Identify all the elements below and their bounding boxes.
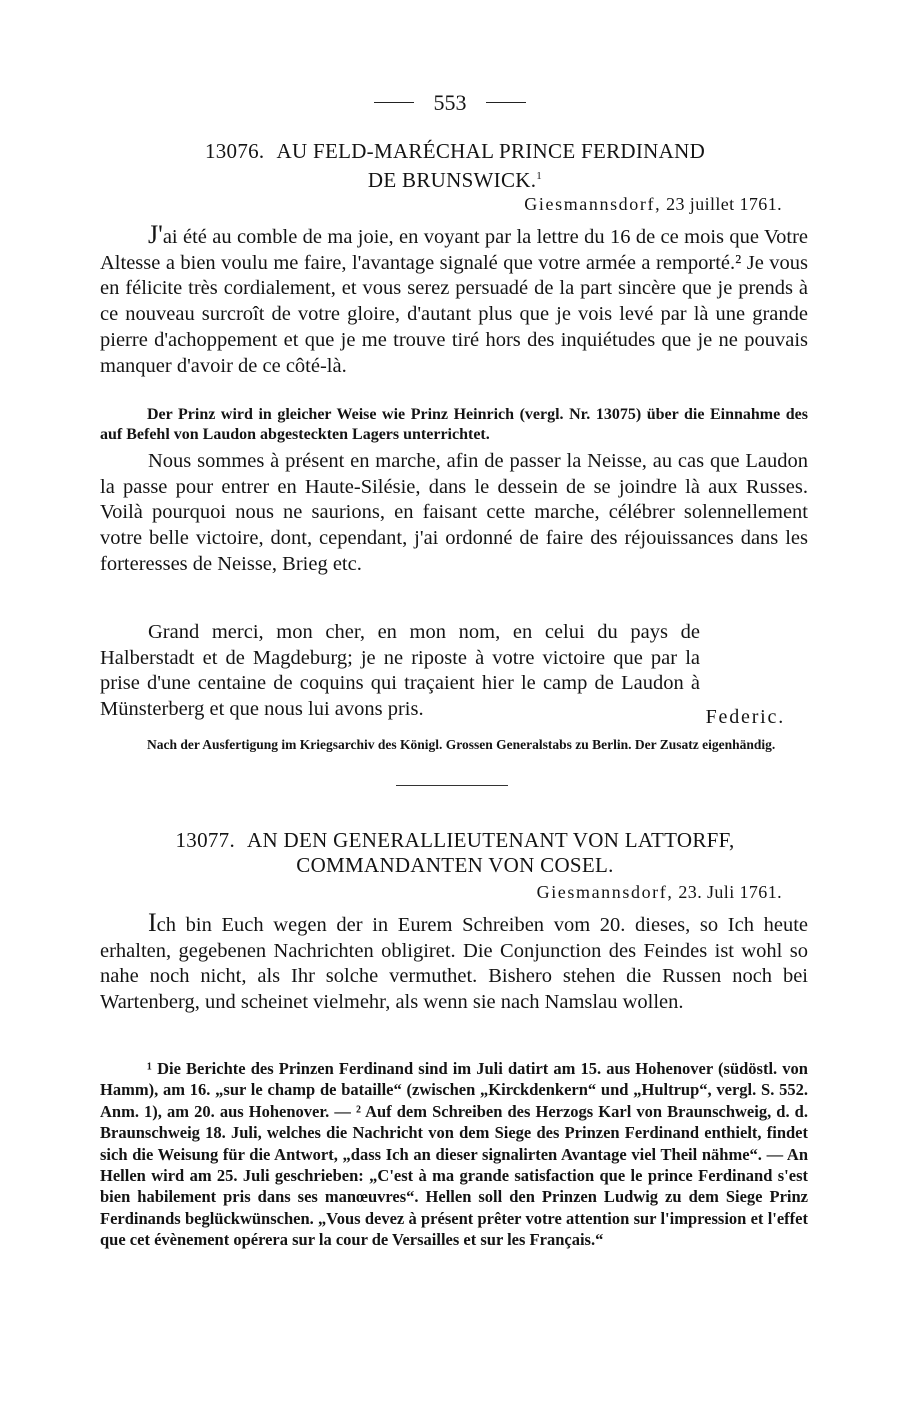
letter-13077-dateline [537,882,782,903]
section-divider [396,785,508,786]
dateline-place: Giesmannsdorf, [536,882,674,902]
footnotes: ¹ Die Berichte des Prinzen Ferdinand sind im Juli datirt am 15. aus Hohenover (südöstl. von Hamm), am 16. „sur le champ de bataille“ (zwischen „Kirckdenkern“ und „Hultrup“, vergl. S. 552. Anm. 1), am 20. aus Hohenover. — ² Auf dem Schreiben des Herzogs Karl von Braunschweig, d. d. Braunschweig 18. Juli, welches die Nachricht von dem Siege des Prinzen Ferdinand enthielt, findet sich die Weisung für die Antwort, „dass Ich an dieser signalirten Avantage viel Theil nähme“. — An Hellen wird am 25. Juli geschrieben: „C'est à ma grande satisfaction que le prince Ferdinand s'est bien habilement pris dans ses manœuvres“. Hellen soll den Prinzen Ludwig zu dem Siege Prinz Ferdinands beglückwünschen. „Vous devez à présent prêter votre attention sur l'impression et l'effet que cet évènement opérera sur la cour de Versailles et sur les Français.“ [100,1059,808,1250]
page-header [0,88,900,116]
header-dash-left [374,102,414,103]
footnote-mark: 1 [536,170,543,182]
dateline-date: 23. Juli 1761. [678,882,782,902]
letter-title: AN DEN GENERALLIEUTENANT VON LATTORFF, [247,828,735,852]
dateline-place: Giesmannsdorf, [524,194,662,214]
letter-13077-title-line2 [100,853,810,877]
letter-13076-paragraph-2: Nous sommes à présent en marche, afin de passer la Neisse, au cas que Laudon la passe pour entrer en Haute-Silésie, dans le dessein de se joindre là aux Russes. Voilà pourquoi nous ne saurions, en faisant cette marche, célébrer solennellement votre belle victoire, dont, cependant, j'ai ordonné de faire des réjouissances dans les forteresses de Neisse, Brieg etc. [100,450,808,575]
letter-title: DE BRUNSWICK. [367,168,537,192]
letter-number: 13077. [175,828,236,852]
letter-13076-paragraph-3: Grand merci, mon cher, en mon nom, en celui du pays de Halberstadt et de Magdeburg; je ne riposte à votre victoire que par la prise d'une centaine de coquins qui traçaient hier le camp de Laudon à Münsterberg et que nous lui avons pris. [100,621,700,721]
signature: Federic. [705,706,785,728]
letter-title: AU FELD-MARÉCHAL PRINCE FERDINAND [276,139,706,163]
letter-13076-title-line2 [100,164,810,192]
dateline-date: 23 juillet 1761. [666,194,782,214]
letter-13076-title-line1 [100,139,810,163]
editorial-note-1: Der Prinz wird in gleicher Weise wie Prinz Heinrich (vergl. Nr. 13075) über die Einnahme des auf Befehl von Laudon abgesteckten Lagers unterrichtet. [100,406,808,443]
letter-number: 13076. [204,139,265,163]
letter-13077-paragraph-1: Ich bin Euch wegen der in Eurem Schreiben vom 20. dieses, so Ich heute erhalten, gegebenen Nachrichten obligiret. Die Conjunction des Feindes ist wohl so nahe noch nicht, als Ihr solche vermuthet. Bishero stehen die Russen noch bei Wartenberg, und scheinet vielmehr, als wenn sie nach Namslau wollen. [100,908,808,1014]
header-dash-right [486,102,526,103]
letter-13076-dateline [524,194,782,215]
editorial-note-2: Nach der Ausfertigung im Kriegsarchiv des Königl. Grossen Generalstabs zu Berlin. Der Zusatz eigenhändig. [147,737,776,752]
letter-13076-paragraph-1: J'ai été au comble de ma joie, en voyant par la lettre du 16 de ce mois que Votre Altesse a bien voulu me faire, l'avantage signalé que votre armée a remporté.² Je vous en félicite très cordialement, et vous serez persuadé de la part sincère que je prends à ce nouveau surcroît de votre gloire, d'autant plus que je vois levé par là une grande pierre d'achoppement et que je me trouve tiré hors des inquiétudes que je ne pouvais manquer d'avoir de ce côté-là. [100,220,808,377]
letter-title: COMMANDANTEN VON COSEL. [296,853,614,877]
letter-13077-title-line1 [100,828,810,852]
page-number: 553 [433,89,467,115]
